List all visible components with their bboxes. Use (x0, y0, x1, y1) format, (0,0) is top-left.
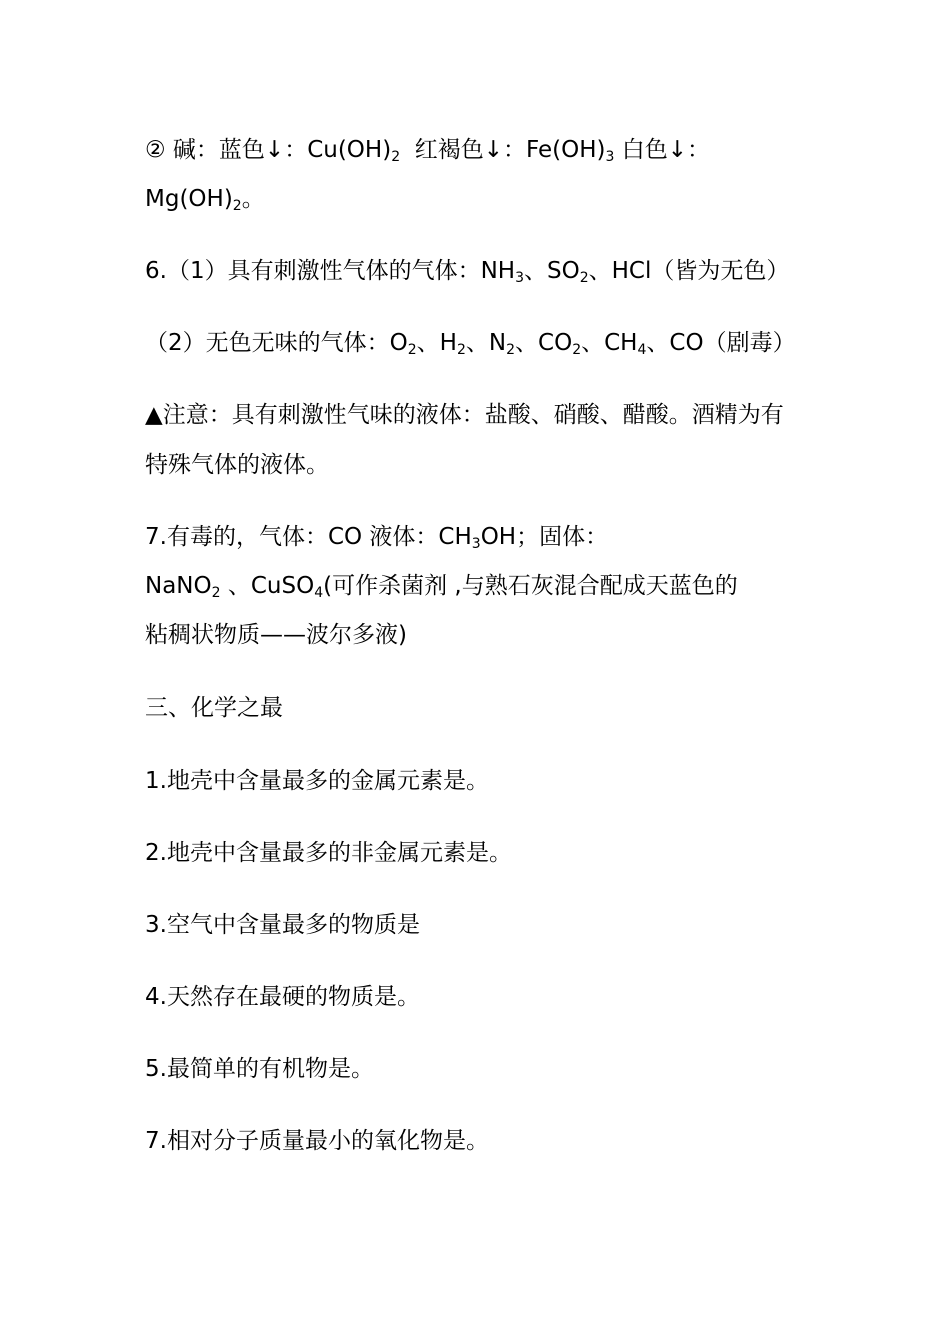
subscript: 2 (391, 149, 401, 165)
item6-line-2 (145, 328, 825, 358)
text-run: （2）无色无味的气体：O (145, 330, 408, 356)
subscript: 2 (572, 342, 582, 358)
subscript: 4 (314, 585, 324, 601)
text-run: 、CO (515, 330, 573, 356)
text-run: 、H (416, 330, 457, 356)
text-run: 7.有毒的，气体：CO 液体：CH (145, 524, 472, 550)
subscript: 2 (407, 342, 417, 358)
question-1: 1.地壳中含量最多的金属元素是。 (145, 768, 489, 794)
text-run: 、SO (524, 258, 580, 284)
question-2: 2.地壳中含量最多的非金属元素是。 (145, 840, 512, 866)
item7-line-1 (145, 522, 825, 552)
question-3: 3.空气中含量最多的物质是 (145, 912, 420, 938)
text-run: NaNO (145, 573, 212, 599)
subscript: 2 (506, 342, 516, 358)
item7-line-3: 粘稠状物质——波尔多液) (145, 622, 407, 648)
text-run: 。 (241, 186, 265, 212)
subscript: 2 (232, 198, 242, 214)
bases-line-1 (145, 135, 825, 165)
section-title: 三、化学之最 (145, 695, 283, 721)
question-5: 5.最简单的有机物是。 (145, 1056, 374, 1082)
text-run: Mg(OH) (145, 186, 233, 212)
subscript: 2 (456, 342, 466, 358)
note-line-1: ▲注意：具有刺激性气味的液体：盐酸、硝酸、醋酸。酒精为有 (145, 402, 784, 428)
subscript: 4 (637, 342, 647, 358)
text-run: 、CuSO (220, 573, 315, 599)
question-7: 7.相对分子质量最小的氧化物是。 (145, 1128, 489, 1154)
bases-line-2 (145, 184, 825, 214)
question-4: 4.天然存在最硬的物质是。 (145, 984, 420, 1010)
item6-line-1 (145, 256, 825, 286)
text-run: 、CH (581, 330, 638, 356)
text-run: ② 碱：蓝色↓：Cu(OH) (145, 137, 392, 163)
text-run: 红褐色↓：Fe(OH) (400, 137, 606, 163)
subscript: 3 (515, 270, 524, 286)
text-run: (可作杀菌剂 ,与熟石灰混合配成天蓝色的 (323, 573, 738, 599)
subscript: 2 (579, 270, 589, 286)
text-run: 白色↓： (614, 137, 710, 163)
text-run: 、N (465, 330, 507, 356)
subscript: 2 (211, 585, 221, 601)
text-run: OH；固体： (480, 524, 609, 550)
note-line-2: 特殊气体的液体。 (145, 452, 329, 478)
text-run: 6.（1）具有刺激性气体的气体：NH (145, 258, 516, 284)
subscript: 3 (471, 536, 481, 552)
item7-line-2 (145, 571, 825, 601)
subscript: 3 (605, 149, 615, 165)
text-run: 、HCl（皆为无色） (588, 258, 790, 284)
text-run: 、CO（剧毒） (646, 330, 796, 356)
